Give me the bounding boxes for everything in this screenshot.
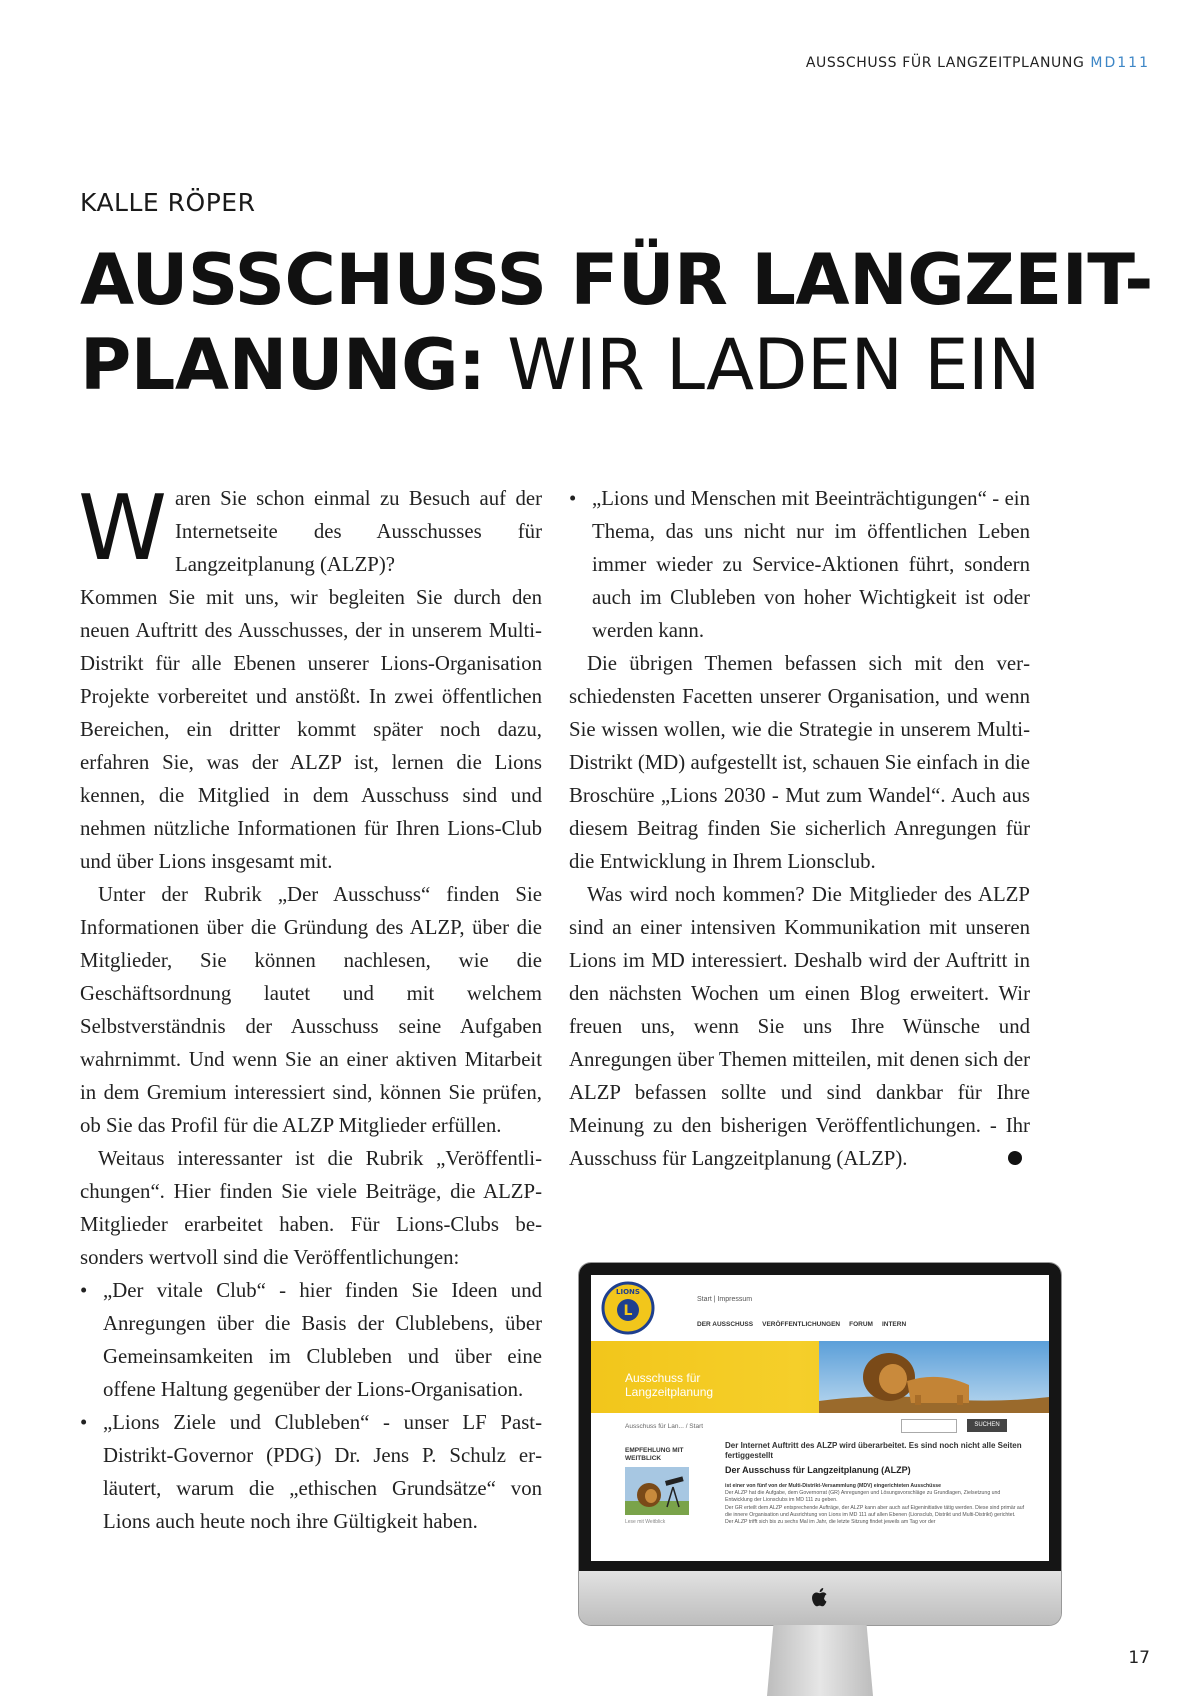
site-body-paragraph: Der ALZP trifft sich bis zu sechs Mal im Jahr, die letzte Sitzung findet jeweils am Tag vor der	[725, 1519, 936, 1526]
article-title	[80, 238, 1153, 408]
site-body-lead: ist einer von fünf von der Multi-Distrikt-Versammlung (MDV) eingerichteten Ausschüsse	[725, 1483, 941, 1489]
site-body-paragraph: Der ALZP hat die Aufgabe, dem Governorrat (GR) Anregungen und Lösungsvorschläge zu Grundlagen, Zielsetzung und Entwicklung der Lionsclubs im MD 111 zu geben.	[725, 1490, 1001, 1504]
title-line-1: AUSSCHUSS FÜR LANGZEIT-	[80, 239, 1153, 321]
bullet-list	[569, 482, 1030, 647]
site-nav-item: DER AUSSCHUSS	[697, 1321, 754, 1328]
bullet-item: • „Lions und Menschen mit Beeinträchtigungen“ - ein Thema, das uns nicht nur im öffentlichen Leben immer wieder zu Service-Aktionen führt, sondern auch im Clubleben von hoher Wichtigkeit ist oder werden kann.	[569, 482, 1030, 647]
intro-paragraph	[78, 476, 542, 581]
drop-cap: W	[78, 476, 167, 581]
right-column	[569, 482, 1033, 1175]
site-search-input	[901, 1419, 957, 1433]
page-number: 17	[1128, 1648, 1150, 1668]
left-column	[78, 476, 542, 1538]
site-banner-title: Ausschuss für Langzeitplanung	[625, 1371, 714, 1399]
running-header-section: AUSSCHUSS FÜR LANGZEITPLANUNG	[805, 55, 1085, 71]
lions-logo-icon	[601, 1281, 655, 1335]
paragraph: Die übrigen Themen befassen sich mit den verschiedensten Facetten unserer Organisation, und wenn Sie wissen wollen, wie die Strategie in unserem Multi-Distrikt (MD) aufgestellt ist, schauen Sie einfach in die Broschüre „Lions 2030 - Mut zum Wandel“. Auch aus diesem Beitrag finden Sie sicherlich Anregungen für die Entwicklung in Ihrem Lionsclub.	[569, 652, 1030, 873]
lion-telescope-image	[625, 1467, 689, 1515]
site-banner	[591, 1341, 1049, 1413]
site-search-button: SUCHEN	[967, 1419, 1007, 1432]
svg-text:L: L	[623, 1303, 633, 1319]
site-body-text	[725, 1483, 1025, 1526]
title-line-2-bold: PLANUNG:	[80, 324, 486, 406]
site-nav-item: VERÖFFENTLICHUNGEN	[762, 1321, 841, 1328]
site-sidebar-caption: Lese mit Weitblick	[625, 1519, 666, 1525]
running-header	[806, 55, 1150, 71]
site-page-heading: Der Ausschuss für Langzeitplanung (ALZP)	[725, 1465, 911, 1475]
lions-end-mark-icon: L	[1008, 1151, 1022, 1165]
lion-image	[819, 1341, 1049, 1413]
paragraph: Weitaus interessanter ist die Rubrik „Veröffentlichungen“. Hier finden Sie viele Beiträge, die ALZP-Mitglieder erarbeitet haben. Für Lions-Clubs besonders wertvoll sind die Veröffentlichungen:	[80, 1147, 542, 1269]
paragraph: Unter der Rubrik „Der Ausschuss“ finden Sie Informationen über die Gründung des ALZP, über die Mitglieder, Sie können nachlesen, wie die Geschäftsordnung lautet und mit welchem Selbstverständnis der Ausschuss seine Aufgaben wahrnimmt. Und wenn Sie an einer aktiven Mitarbeit in dem Gremium interessiert sind, können Sie prüfen, ob Sie das Profil für die ALZP Mitglieder erfüllen.	[80, 883, 542, 1137]
title-line-2-regular: WIR LADEN EIN	[485, 324, 1041, 406]
site-nav-item: FORUM	[849, 1321, 873, 1328]
site-top-nav: Start | Impressum	[697, 1296, 753, 1303]
imac-stand	[767, 1625, 873, 1696]
paragraph-text: Was wird noch kommen? Die Mitglieder des ALZP sind an einer intensiven Kommunikation mit unseren Lions im MD interessiert. Deshalb wird der Auftritt in den nächsten Wochen um einen Blog erweitert. Wir freuen uns, wenn Sie uns Ihre Wünsche und Anregungen über Themen mitteilen, mit denen sich der ALZP befassen sollte und sind dankbar für Ihre Meinung zu den bisherigen Veröffentlichungen. - Ihr Ausschuss für Langzeitplanung (ALZP).	[569, 883, 1030, 1170]
site-notice-heading: Der Internet Auftritt des ALZP wird überarbeitet. Es sind noch nicht alle Seiten fertiggestellt	[725, 1441, 1022, 1460]
bullet-list	[80, 1274, 542, 1538]
site-nav-item: INTERN	[881, 1321, 907, 1328]
site-main-nav	[697, 1321, 915, 1328]
apple-logo-icon	[809, 1585, 831, 1609]
paragraph	[569, 878, 1033, 1175]
intro-text: aren Sie schon einmal zu Besuch auf der Internetseite des Ausschusses für Langzeitplanung (ALZP)?	[175, 487, 542, 576]
site-sidebar-heading: EMPFEHLUNG MIT WEITBLICK	[625, 1447, 684, 1462]
site-breadcrumb: Ausschuss für Lan... / Start	[625, 1423, 704, 1430]
paragraph: Kommen Sie mit uns, wir begleiten Sie durch den neuen Auftritt des Ausschusses, der in unserem Multi-Distrikt für alle Ebenen unserer Lions-Organisation Projekte vorbereitet und anstößt. In zwei öffentlichen Bereichen, ein dritter kommt später noch dazu, erfahren Sie, was der ALZP ist, lernen die Lions kennen, die Mitglied in dem Ausschuss sind und nehmen nützliche Informationen für Ihren Lions-Club und über Lions insgesamt mit.	[80, 586, 542, 873]
lions-logo-text: LIONS	[616, 1288, 640, 1296]
site-body-paragraph: Der GR erteilt dem ALZP entsprechende Aufträge, der ALZP kann aber auch auf Eigeninitiative tätig werden. Diese sind primär auf die innere Organisation und Ausrichtung von Lions im MD 111 auf allen Ebenen (Lionsclub, Distrikt und Multi-Distrikt) gerichtet.	[725, 1504, 1025, 1518]
bullet-item: • „Lions Ziele und Clubleben“ - unser LF Past-Distrikt-Governor (PDG) Dr. Jens P. Schulz erläutert, warum die „ethischen Grundsätze“ von Lions auch heute noch ihre Gültigkeit haben.	[80, 1406, 542, 1538]
author-name: KALLE RÖPER	[80, 188, 256, 217]
imac-illustration	[579, 1263, 1061, 1696]
running-header-code: MD111	[1090, 55, 1150, 71]
bullet-item: • „Der vitale Club“ - hier finden Sie Ideen und Anregungen über die Basis der Clublebens, über Gemeinsamkeiten im Clubleben und über eine offene Haltung gegenüber der Lions-Organisation.	[80, 1274, 542, 1406]
website-screenshot	[591, 1275, 1049, 1561]
